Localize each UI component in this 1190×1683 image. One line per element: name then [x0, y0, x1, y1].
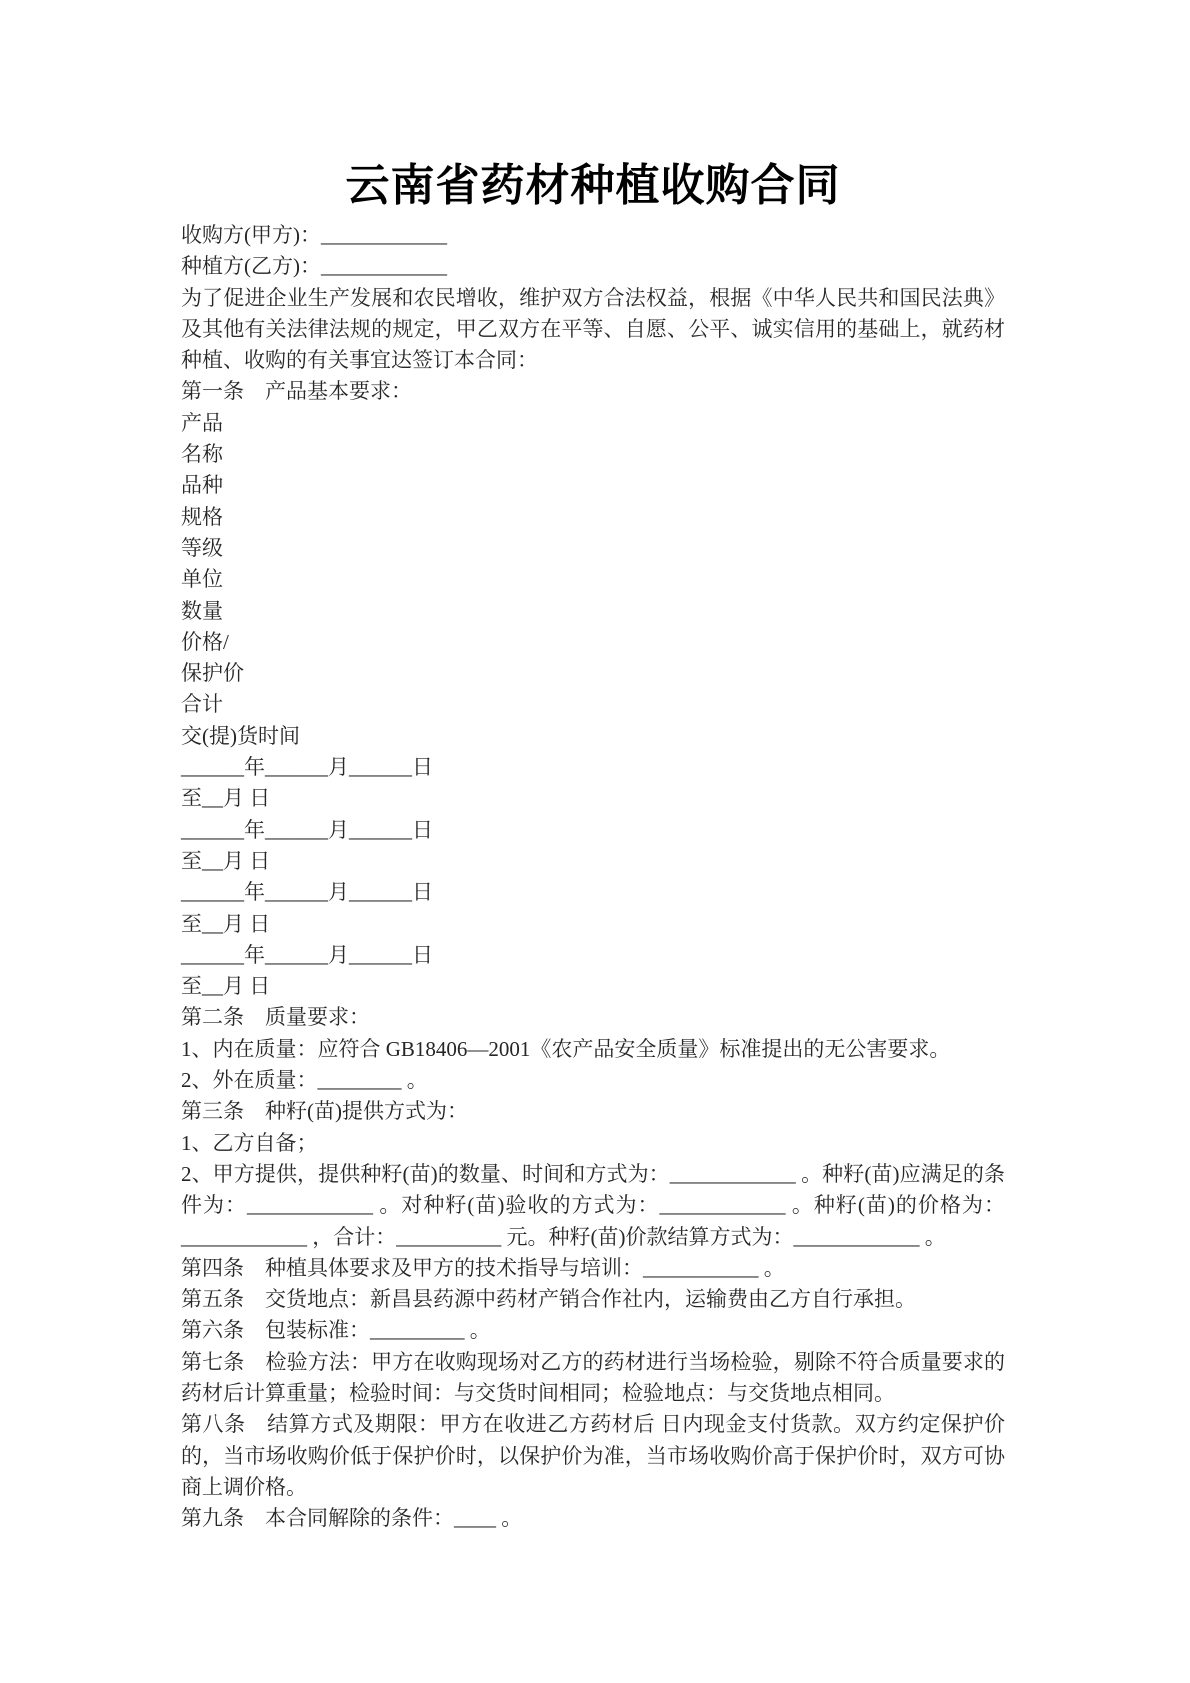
contract-paragraph: 为了促进企业生产发展和农民增收，维护双方合法权益，根据《中华人民共和国民法典》及其他有关法律法规的规定，甲乙双方在平等、自愿、公平、诚实信用的基础上，就药材种植、收购的有关事宜达签订本合同： [181, 285, 1005, 373]
contract-paragraph: ______年______月______日 [181, 817, 433, 842]
contract-paragraph: ______年______月______日 [181, 880, 433, 905]
contract-paragraph: 第三条 种籽(苗)提供方式为： [181, 1099, 468, 1124]
contract-paragraph: 保护价 [181, 661, 244, 686]
contract-paragraph: 第六条 包装标准：_________ 。 [181, 1318, 491, 1343]
contract-paragraph: 等级 [181, 535, 223, 560]
contract-paragraph: 产品 [181, 410, 223, 435]
contract-paragraph: 数量 [181, 598, 223, 623]
contract-paragraph: 2、外在质量：________ 。 [181, 1068, 428, 1093]
contract-paragraph: 收购方(甲方)：____________ [181, 223, 447, 247]
contract-paragraph: 第五条 交货地点：新昌县药源中药材产销合作社内，运输费由乙方自行承担。 [181, 1287, 916, 1312]
contract-paragraph: 第二条 质量要求： [181, 1005, 370, 1030]
contract-title: 云南省药材种植收购合同 [345, 161, 841, 210]
contract-paragraph: 第一条 产品基本要求： [181, 379, 412, 404]
contract-paragraph: 至__月 日 [181, 786, 271, 811]
contract-paragraph: 第四条 种植具体要求及甲方的技术指导与培训：___________ 。 [181, 1255, 785, 1280]
contract-paragraph: 第八条 结算方式及期限：甲方在收进乙方药材后 日内现金支付货款。双方约定保护价的，当市场收购价低于保护价时，以保护价为准，当市场收购价高于保护价时，双方可协商上调价格。 [181, 1412, 1005, 1499]
contract-paragraph: 合计 [181, 692, 223, 717]
contract-paragraph: 至__月 日 [181, 848, 271, 873]
contract-paragraph: 规格 [181, 504, 223, 529]
contract-paragraph: 至__月 日 [181, 911, 271, 936]
contract-paragraph: 价格/ [181, 629, 229, 654]
contract-paragraph: 1、内在质量：应符合 GB18406—2001《农产品安全质量》标准提出的无公害要求。 [181, 1036, 951, 1061]
contract-paragraph: 交(提)货时间 [181, 723, 300, 748]
contract-content [181, 160, 1005, 1534]
contract-paragraph: 名称 [181, 442, 223, 467]
contract-paragraph: 至__月 日 [181, 974, 271, 999]
contract-paragraph: ______年______月______日 [181, 942, 433, 967]
contract-paragraph: 单位 [181, 567, 223, 592]
contract-body [181, 220, 1005, 1534]
contract-paragraph: 1、乙方自备； [181, 1130, 318, 1155]
contract-paragraph: 第九条 本合同解除的条件：____ 。 [181, 1506, 523, 1531]
contract-paragraph: 2、甲方提供，提供种籽(苗)的数量、时间和方式为：____________ 。种籽(苗)应满足的条件为：____________ 。对种籽(苗)验收的方式为：____________ 。种籽(苗)的价格为：____________ ，合计：__________ 元。种籽(苗)价款结算方式为：____________ 。 [181, 1161, 1005, 1249]
contract-paragraph: 品种 [181, 473, 223, 498]
contract-paragraph: 第七条 检验方法：甲方在收购现场对乙方的药材进行当场检验，剔除不符合质量要求的药材后计算重量；检验时间：与交货时间相同；检验地点：与交货地点相同。 [181, 1349, 1005, 1405]
contract-paragraph: 种植方(乙方)：____________ [181, 254, 447, 279]
contract-paragraph: ______年______月______日 [181, 755, 433, 780]
